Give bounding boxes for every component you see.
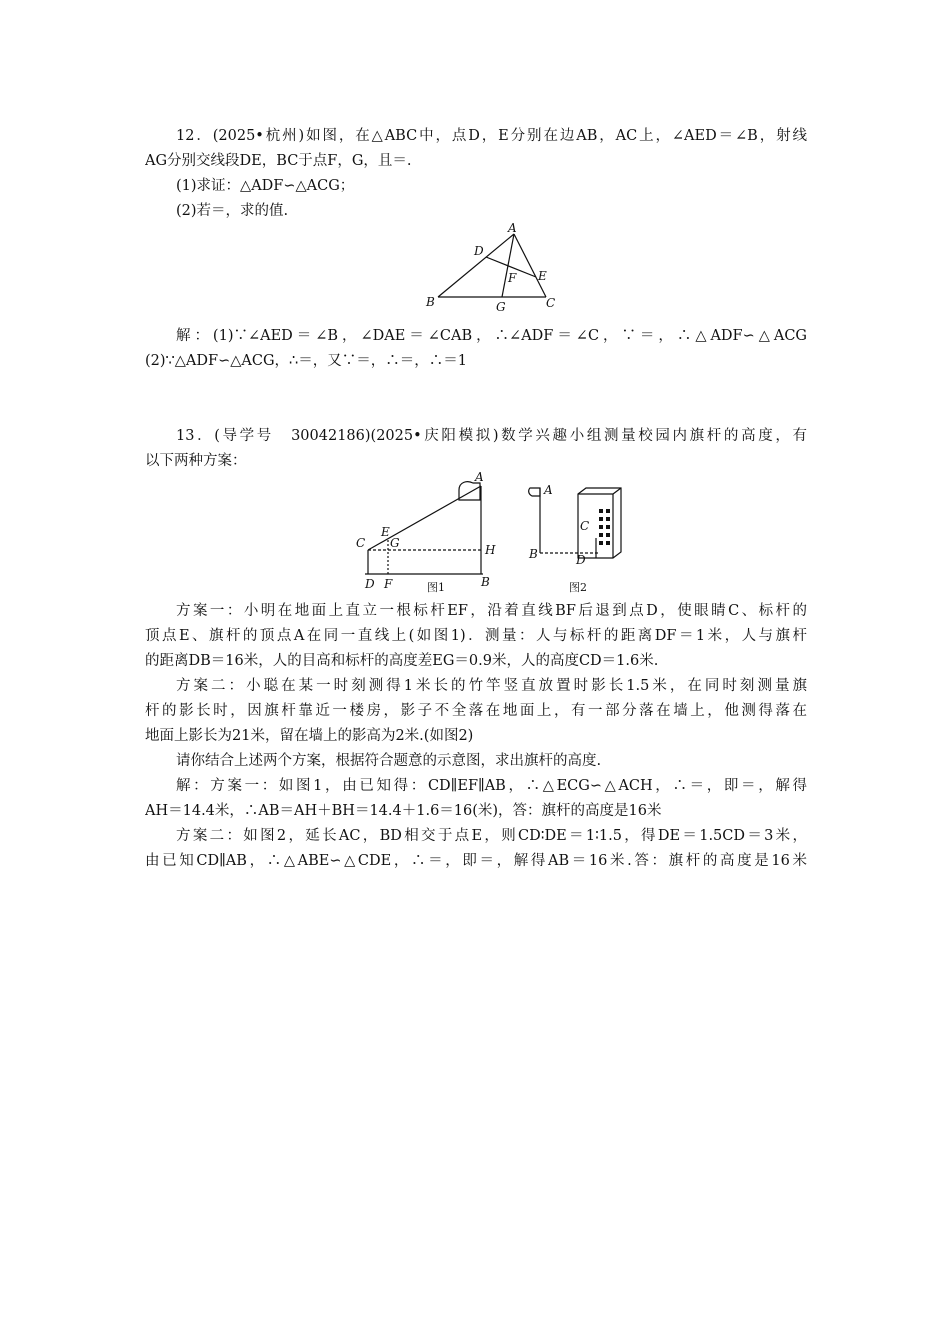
label-e: E [381, 525, 390, 539]
flagpole-figure-2 [520, 478, 640, 596]
plan-1-line-1: 方案一：小明在地面上直立一根标杆EF，沿着直线BF后退到点D，使眼睛C、标杆的 [176, 603, 807, 619]
plan-1-line-3: 的距离DB＝16米，人的目高和标杆的高度差EG＝0.9米，人的高度CD＝1.6米. [145, 653, 659, 669]
problem-13-solution-3: 方案二：如图2，延长AC，BD相交于点E，则CD∶DE＝1∶1.5，得DE＝1.5CD＝3米， [176, 828, 807, 844]
problem-13-line-2: 以下两种方案： [145, 453, 247, 469]
segment-ac [514, 234, 546, 297]
building-windows [599, 509, 610, 545]
problem-12-part-1: (1)求证：△ADF∽△ACG； [176, 178, 355, 194]
problem-12-line-2: AG分别交线段DE，BC于点F，G，且＝. [145, 153, 412, 169]
label-a: A [544, 483, 553, 497]
flag-icon [529, 488, 540, 496]
sight-line-ca [368, 486, 481, 550]
label-b: B [481, 575, 490, 589]
flagpole-figure-1 [355, 468, 505, 596]
figure-2-caption: 图2 [569, 581, 587, 594]
triangle-figure [420, 220, 560, 315]
plan-2-line-1: 方案二：小聪在某一时刻测得1米长的竹竿竖直放置时影长1.5米，在同时刻测量旗 [176, 678, 807, 694]
figure-1-caption: 图1 [427, 581, 445, 594]
label-d: D [474, 244, 484, 258]
problem-13-solution-4: 由已知CD∥AB，∴△ABE∽△CDE，∴＝，即＝，解得AB＝16米.答：旗杆的高度是16米 [145, 853, 807, 869]
plan-1-line-2: 顶点E、旗杆的顶点A在同一直线上(如图1)．测量：人与标杆的距离DF＝1米，人与旗杆 [145, 628, 807, 644]
label-g: G [496, 300, 506, 314]
problem-13-question: 请你结合上述两个方案，根据符合题意的示意图，求出旗杆的高度. [176, 753, 602, 769]
label-a: A [475, 470, 484, 484]
problem-12-part-2: (2)若＝，求的值. [176, 203, 289, 219]
problem-13-solution-2: AH＝14.4米，∴AB＝AH＋BH＝14.4＋1.6＝16(米)，答：旗杆的高度是16米 [145, 803, 662, 819]
label-b: B [529, 547, 538, 561]
label-h: H [485, 543, 496, 557]
label-d: D [576, 553, 586, 567]
label-g: G [390, 536, 400, 550]
plan-2-line-2: 杆的影长时，因旗杆靠近一楼房，影子不全落在地面上，有一部分落在墙上，他测得落在 [145, 703, 807, 719]
label-c: C [356, 536, 366, 550]
problem-12-line-1: 12．(2025•杭州)如图，在△ABC中，点D，E分别在边AB，AC上，∠AED＝∠B，射线 [176, 128, 807, 144]
label-a: A [508, 221, 517, 235]
label-c: C [546, 296, 556, 310]
problem-12-solution-2: (2)∵△ADF∽△ACG，∴＝，又∵＝，∴＝，∴＝1 [145, 353, 467, 369]
label-c: C [580, 519, 590, 533]
problem-13-solution-1: 解：方案一：如图1，由已知得：CD∥EF∥AB，∴△ECG∽△ACH，∴＝，即＝，解得 [176, 778, 807, 794]
label-f: F [508, 271, 517, 285]
problem-12-solution-1: 解：(1)∵∠AED＝∠B，∠DAE＝∠CAB，∴∠ADF＝∠C，∵＝，∴△ADF∽△ACG [176, 328, 807, 344]
label-d: D [365, 577, 375, 591]
label-b: B [426, 295, 435, 309]
problem-13-line-1: 13．(导学号 30042186)(2025•庆阳模拟)数学兴趣小组测量校园内旗杆的高度，有 [176, 428, 807, 444]
plan-2-line-3: 地面上影长为21米，留在墙上的影高为2米.(如图2) [145, 728, 474, 744]
label-e: E [538, 269, 547, 283]
label-f: F [384, 577, 393, 591]
